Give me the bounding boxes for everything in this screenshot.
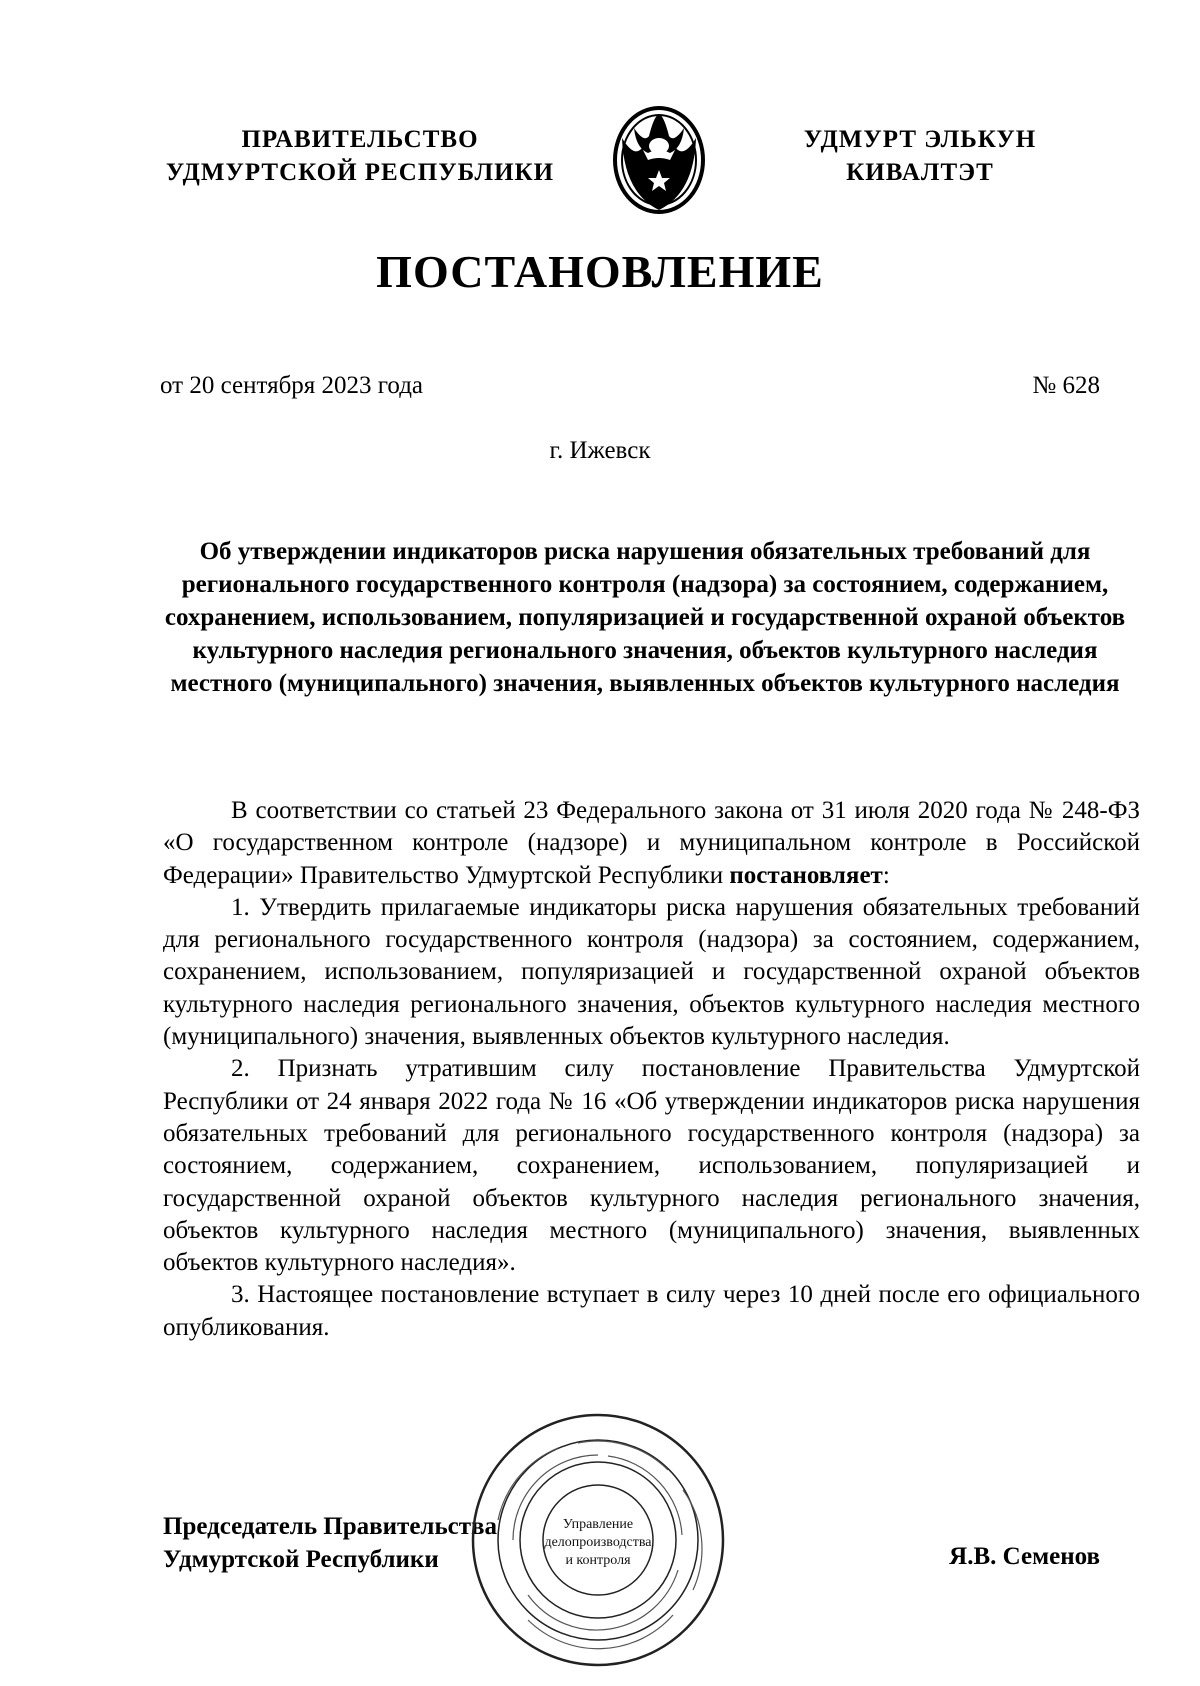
document-number: № 628 — [1032, 372, 1100, 399]
resolves-colon: : — [882, 861, 890, 889]
issuer-name-udmurt — [770, 123, 1070, 189]
stamp-center-line-2: делопроизводства — [544, 1535, 652, 1550]
signatory-name: Я.В. Семенов — [949, 1543, 1100, 1570]
issuer-name-russian — [140, 123, 580, 189]
item-1-paragraph: 1. Утвердить прилагаемые индикаторы риска нарушения обязательных требований для регионального государственного контроля (надзора) за состоянием, содержанием, сохранением, использованием, популяризацией и государственной охраной объектов культурного наследия регионального значения, объектов культурного наследия местного (муниципального) значения, выявленных объектов культурного наследия. — [163, 893, 1140, 1051]
resolves-keyword: постановляет — [729, 861, 883, 889]
issuer-udmurt-line-1: УДМУРТ ЭЛЬКУН — [803, 126, 1037, 153]
issuer-udmurt-line-2: КИВАЛТЭТ — [846, 159, 994, 186]
preamble-paragraph — [163, 795, 1140, 892]
stamp-center-line-3: и контроля — [565, 1553, 631, 1568]
official-seal-stamp — [468, 1410, 728, 1670]
document-body — [163, 795, 1140, 1344]
document-type-title: ПОСТАНОВЛЕНИЕ — [376, 246, 824, 297]
item-3-paragraph: 3. Настоящее постановление вступает в силу через 10 дней после его официального опубликования. — [163, 1281, 1140, 1341]
preamble-text: В соответствии со статьей 23 Федерального закона от 31 июля 2020 года № 248-ФЗ «О государственном контроле (надзоре) и муниципальном контроле в Российской Федерации» Правительство Удмуртской Республики — [163, 797, 1140, 889]
document-city: г. Ижевск — [549, 437, 651, 464]
signatory-title-line-2: Удмуртской Республики — [163, 1546, 439, 1573]
issuer-line-1: ПРАВИТЕЛЬСТВО — [241, 126, 479, 153]
signatory-title — [163, 1510, 497, 1576]
signatory-title-line-1: Председатель Правительства — [163, 1513, 498, 1540]
stamp-center-line-1: Управление — [562, 1517, 634, 1532]
document-subject: Об утверждении индикаторов риска нарушения обязательных требований для регионального государственного контроля (надзора) за состоянием, содержанием, сохранением, использованием, популяризацией и государственной охраной объектов культурного наследия регионального значения, объектов культурного наследия местного (муниципального) значения, выявленных объектов культурного наследия — [164, 538, 1126, 697]
document-date: от 20 сентября 2023 года — [160, 372, 424, 399]
coat-of-arms-emblem — [604, 98, 714, 218]
item-2-paragraph: 2. Признать утратившим силу постановление Правительства Удмуртской Республики от 24 января 2022 года № 16 «Об утверждении индикаторов риска нарушения обязательных требований для регионального государственного контроля (надзора) за состоянием, содержанием, сохранением, использованием, популяризацией и государственной охраной объектов культурного наследия регионального значения, объектов культурного наследия местного (муниципального) значения, выявленных объектов культурного наследия». — [163, 1055, 1140, 1277]
issuer-line-2: УДМУРТСКОЙ РЕСПУБЛИКИ — [165, 159, 555, 186]
